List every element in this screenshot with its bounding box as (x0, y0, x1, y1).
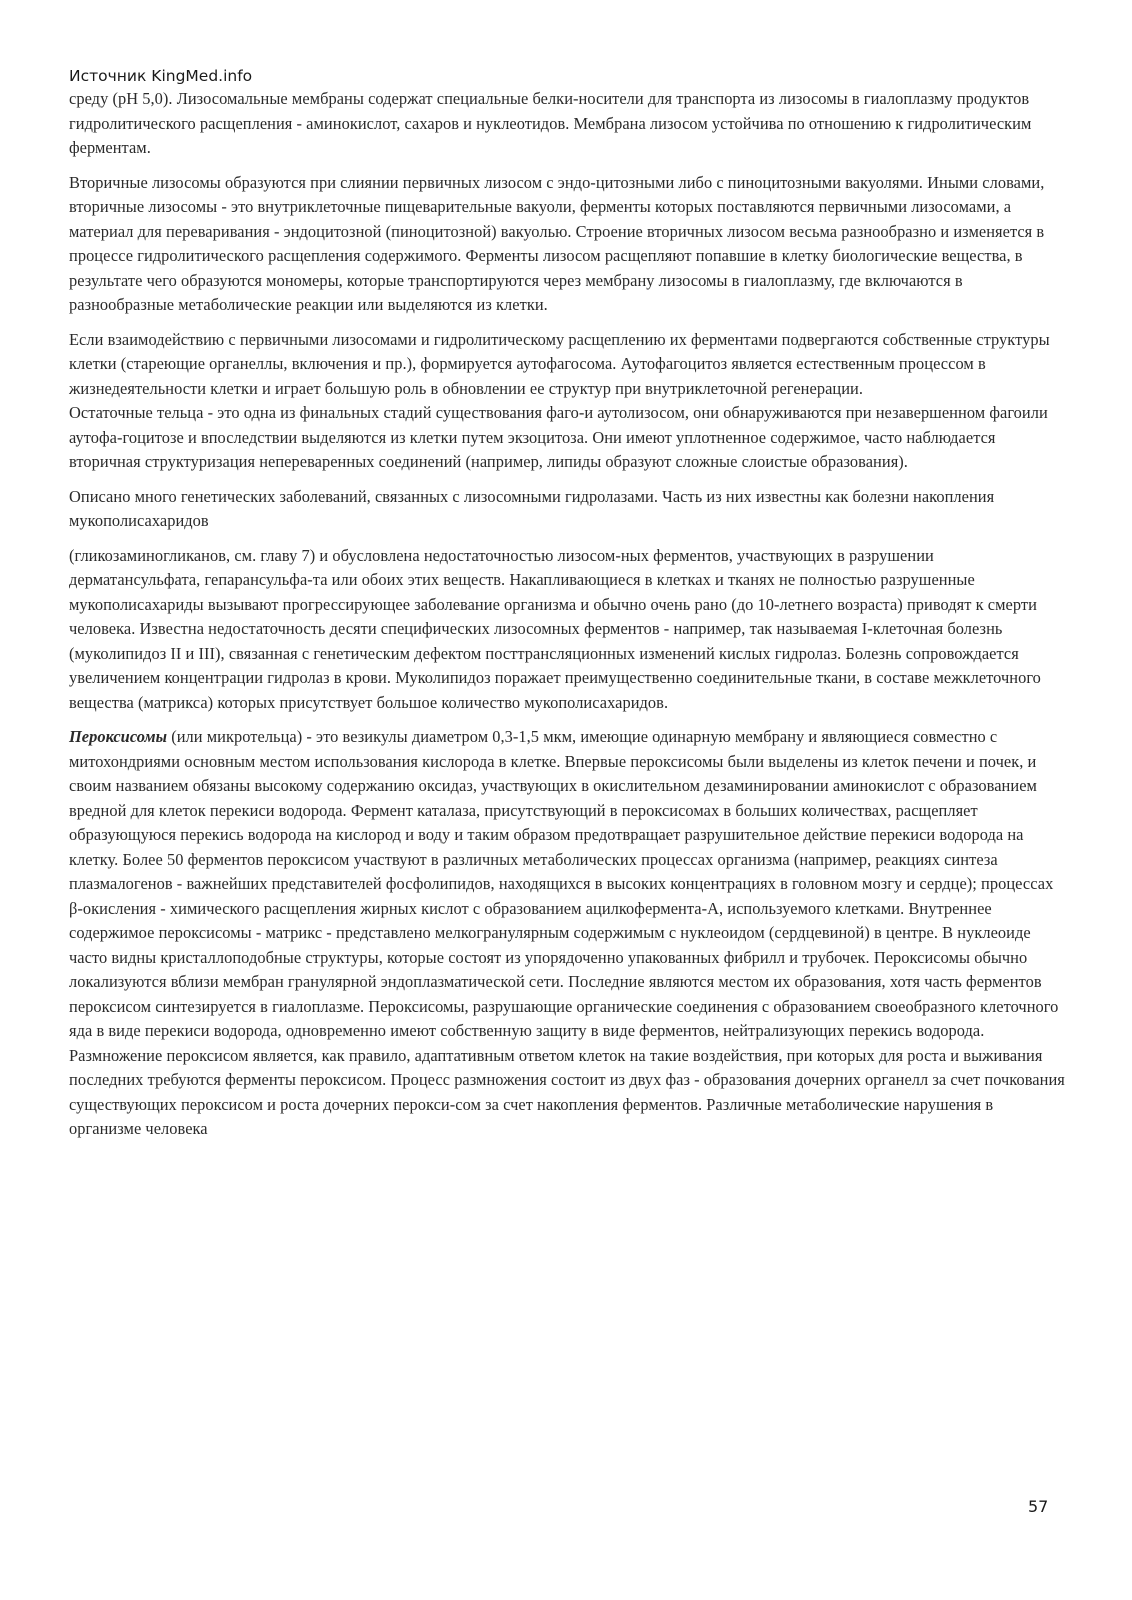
document-page (69, 66, 1065, 1152)
paragraph-autophagosome: Если взаимодействию с первичными лизосомами и гидролитическому расщеплению их ферментами подвергаются собственные структуры клетки (стареющие органеллы, включения и пр.), формируется аутофагосома. Аутофагоцитоз является естественным процессом в жизнедеятельности клетки и играет большую роль в обновлении ее структур при внутриклеточной регенерации. (69, 329, 1050, 398)
paragraph-secondary-lysosomes: Вторичные лизосомы образуются при слиянии первичных лизосом с эндо-цитозными либо с пиноцитозными вакуолями. Иными словами, вторичные лизосомы - это внутриклеточные пищеварительные вакуоли, ферменты которых поставляются первичными лизосомами, а материал для переваривания - эндоцитозной (пиноцитозной) вакуолью. Строение вторичных лизосом весьма разнообразно и изменяется в процессе гидролитического расщепления содержимого. Ферменты лизосом расщепляют попавшие в клетку биологические вещества, в результате чего образуются мономеры, которые транспортируются через мембрану лизосомы в гиалоплазму, где включаются в разнообразные метаболические реакции или выделяются из клетки. (69, 172, 1045, 314)
paragraph-peroxisomes (69, 725, 1065, 1142)
paragraph-genetic-diseases: Описано много генетических заболеваний, связанных с лизосомными гидролазами. Часть из них известны как болезни накопления мукополисахаридов (69, 486, 995, 530)
paragraph-mucopolysaccharidoses: (гликозаминогликанов, см. главу 7) и обусловлена недостаточностью лизосом-ных ферментов, участвующих в разрушении дерматансульфата, гепарансульфа-та или обоих этих веществ. Накапливающиеся в клетках и тканях не полностью разрушенные мукополисахариды вызывают прогрессирующее заболевание организма и обычно очень рано (до 10-летнего возраста) приводят к смерти человека. Известна недостаточность десяти специфических лизосомных ферментов - например, так называемая I-клеточная болезнь (муколипидоз II и III), связанная с генетическим дефектом посттрансляционных изменений кислых гидролаз. Болезнь сопровождается увеличением концентрации гидролаз в крови. Муколипидоз поражает преимущественно соединительные ткани, в составе межклеточного вещества (матрикса) которых присутствует большое количество мукополисахаридов. (69, 545, 1041, 712)
page-number: 57 (1028, 1497, 1049, 1516)
paragraph-lysosome-membrane: среду (pH 5,0). Лизосомальные мембраны содержат специальные белки-носители для транспорта из лизосомы в гиалоплазму продуктов гидролитического расщепления - аминокислот, сахаров и нуклеотидов. Мембрана лизосом устойчива по отношению к гидролитическим ферментам. (69, 89, 1032, 157)
peroxisome-text: (или микротельца) - это везикулы диаметром 0,3-1,5 мкм, имеющие одинарную мембрану и являющиеся совместно с митохондриями основным местом использования кислорода в клетке. Впервые пероксисомы были выделены из клеток печени и почек, и своим названием обязаны высокому содержанию оксидаз, участвующих в окислительном дезаминировании аминокислот с образованием вредной для клеток перекиси водорода. Фермент каталаза, присутствующий в пероксисомах в больших количествах, расщепляет образующуюся перекись водорода на кислород и воду и таким образом предотвращает разрушительное действие перекиси водорода на клетку. Более 50 ферментов пероксисом участвуют в различных метаболических процессах организма (например, реакциях синтеза плазмалогенов - важнейших представителей фосфолипидов, находящихся в высоких концентрациях в головном мозгу и сердце); процессах β-окисления - химического расщепления жирных кислот с образованием ацилкофермента-А, используемого клетками. Внутреннее содержимое пероксисомы - матрикс - представлено мелкогранулярным содержимым с нуклеоидом (сердцевиной) в центре. В нуклеоиде часто видны кристаллоподобные структуры, которые состоят из упорядоченно упакованных фибрилл и трубочек. Пероксисомы обычно локализуются вблизи мембран гранулярной эндоплазматической сети. Последние являются местом их образования, хотя часть ферментов пероксисом синтезируется в гиалоплазме. Пероксисомы, разрушающие органические соединения с образованием своеобразного клеточного яда в виде перекиси водорода, одновременно имеют собственную защиту в виде ферментов, нейтрализующих перекись водорода. Размножение пероксисом является, как правило, адаптативным ответом клеток на такие воздействия, при которых для роста и выживания последних требуются ферменты пероксисом. Процесс размножения состоит из двух фаз - образования дочерних органелл за счет почкования существующих пероксисом и роста дочерних перокси-сом за счет накопления ферментов. Различные метаболические нарушения в организме человека (69, 727, 1065, 1138)
peroxisome-term: Пероксисомы (69, 727, 168, 746)
paragraph-residual-bodies: Остаточные тельца - это одна из финальных стадий существования фаго-и аутолизосом, они обнаруживаются при незавершенном фагоили аутофа-гоцитозе и впоследствии выделяются из клетки путем экзоцитоза. Они имеют уплотненное содержимое, часто наблюдается вторичная структуризация непереваренных соединений (например, липиды образуют сложные слоистые образования). (69, 403, 1048, 471)
source-header: Источник KingMed.info (69, 67, 253, 85)
